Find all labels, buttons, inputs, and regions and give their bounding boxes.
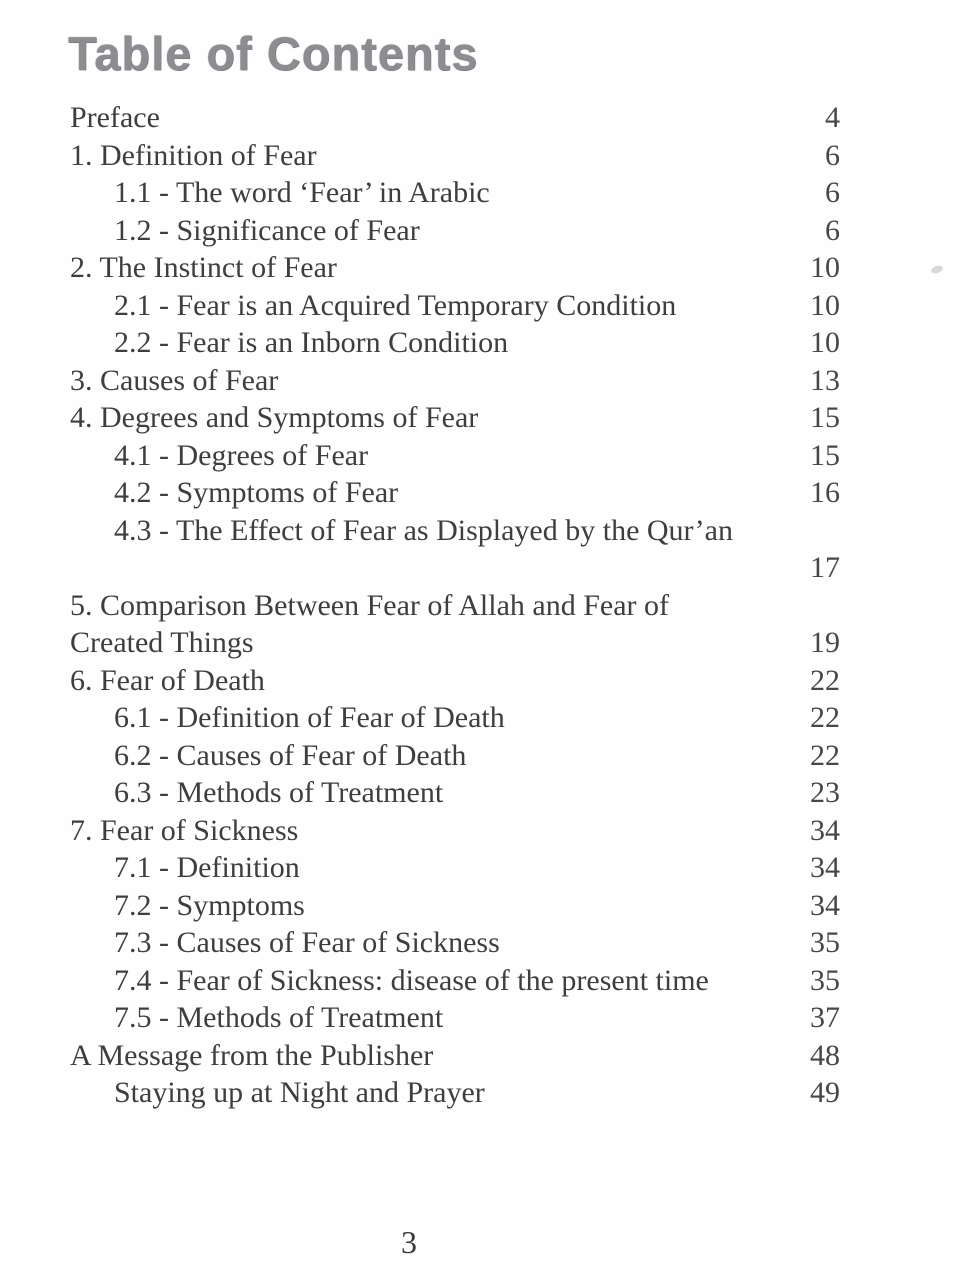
toc-entry-page: 22 bbox=[810, 663, 840, 697]
toc-entry-text: 2.2 - Fear is an Inborn Condition bbox=[114, 326, 509, 359]
toc-entry-page: 6 bbox=[825, 176, 840, 209]
toc-row bbox=[70, 662, 840, 700]
toc-row bbox=[70, 962, 840, 1000]
toc-entry-text: 6.3 - Methods of Treatment bbox=[114, 776, 444, 809]
toc-entry-text: 6. Fear of Death bbox=[70, 663, 265, 697]
toc-row bbox=[70, 699, 840, 737]
folio-page-number: 3 bbox=[401, 1224, 417, 1260]
toc-row bbox=[70, 924, 840, 962]
toc-row bbox=[70, 1037, 840, 1075]
toc-row bbox=[70, 774, 840, 812]
toc-entry-text: 4. Degrees and Symptoms of Fear bbox=[70, 401, 479, 434]
toc-row bbox=[70, 512, 840, 550]
toc-entry-text: 7.1 - Definition bbox=[114, 851, 300, 884]
toc-row bbox=[70, 399, 840, 437]
toc-entry-page: 22 bbox=[810, 738, 840, 772]
toc-row bbox=[70, 99, 840, 137]
toc-entry-text: 2. The Instinct of Fear bbox=[70, 251, 337, 284]
toc-list bbox=[70, 99, 840, 1112]
toc-entry-text: 5. Comparison Between Fear of Allah and Fear of bbox=[70, 588, 670, 622]
toc-entry-page: 6 bbox=[825, 138, 840, 172]
toc-row bbox=[70, 474, 840, 512]
toc-entry-page: 34 bbox=[810, 851, 840, 884]
page-title: Table of Contents bbox=[68, 27, 479, 80]
scan-speck bbox=[930, 264, 944, 274]
toc-row bbox=[70, 887, 840, 925]
toc-entry-text: 4.2 - Symptoms of Fear bbox=[114, 476, 399, 509]
toc-entry-text: 4.1 - Degrees of Fear bbox=[114, 438, 369, 472]
toc-entry-text: 7. Fear of Sickness bbox=[70, 813, 299, 847]
toc-row bbox=[70, 737, 840, 775]
toc-entry-text: Staying up at Night and Prayer bbox=[114, 1076, 485, 1109]
toc-row bbox=[70, 249, 840, 287]
toc-entry-text: 6.2 - Causes of Fear of Death bbox=[114, 738, 467, 772]
toc-entry-text: 7.5 - Methods of Treatment bbox=[114, 1001, 444, 1034]
toc-entry-text: A Message from the Publisher bbox=[70, 1038, 434, 1072]
toc-entry-page: 10 bbox=[810, 288, 840, 322]
toc-entry-text: 1.1 - The word ‘Fear’ in Arabic bbox=[114, 176, 490, 209]
toc-entry-text: Preface bbox=[70, 101, 160, 134]
toc-entry-page: 37 bbox=[810, 1001, 840, 1034]
toc-entry-text: 7.2 - Symptoms bbox=[114, 888, 305, 922]
toc-entry-text: 7.3 - Causes of Fear of Sickness bbox=[114, 926, 500, 959]
toc-row bbox=[70, 324, 840, 362]
toc-entry-page: 17 bbox=[810, 551, 840, 584]
toc-row bbox=[70, 849, 840, 887]
toc-row bbox=[70, 437, 840, 475]
toc-entry-text: Created Things bbox=[70, 626, 254, 659]
toc-entry-page: 35 bbox=[810, 926, 840, 959]
toc-entry-text: 6.1 - Definition of Fear of Death bbox=[114, 701, 505, 734]
toc-row bbox=[70, 812, 840, 850]
page-footer bbox=[0, 1224, 818, 1261]
toc-entry-page: 13 bbox=[810, 363, 840, 397]
toc-entry-text: 2.1 - Fear is an Acquired Temporary Condition bbox=[114, 288, 677, 322]
toc-entry-page: 35 bbox=[810, 963, 840, 997]
toc-entry-page: 6 bbox=[825, 213, 840, 247]
toc-entry-text: 1. Definition of Fear bbox=[70, 138, 317, 172]
toc-entry-page: 10 bbox=[810, 251, 840, 284]
toc-entry-page: 4 bbox=[825, 101, 840, 134]
toc-entry-text: 4.3 - The Effect of Fear as Displayed by the Qur’an bbox=[114, 513, 733, 547]
toc-row bbox=[70, 137, 840, 175]
toc-entry-text: 1.2 - Significance of Fear bbox=[114, 213, 420, 247]
toc-entry-page: 34 bbox=[810, 813, 840, 847]
toc-entry-page: 48 bbox=[810, 1038, 840, 1072]
toc-entry-text: 7.4 - Fear of Sickness: disease of the present time bbox=[114, 963, 709, 997]
toc-row bbox=[70, 587, 840, 625]
toc-row bbox=[70, 624, 840, 662]
toc-entry-page: 15 bbox=[810, 401, 840, 434]
toc-entry-page: 19 bbox=[810, 626, 840, 659]
toc-entry-page: 34 bbox=[810, 888, 840, 922]
toc-entry-page: 15 bbox=[810, 438, 840, 472]
toc-row bbox=[70, 1074, 840, 1112]
toc-row bbox=[70, 212, 840, 250]
toc-entry-page: 49 bbox=[810, 1076, 840, 1109]
toc-entry-page: 23 bbox=[810, 776, 840, 809]
toc-entry-page: 16 bbox=[810, 476, 840, 509]
toc-row bbox=[70, 287, 840, 325]
toc-entry-text: 3. Causes of Fear bbox=[70, 363, 279, 397]
toc-row bbox=[70, 549, 840, 587]
toc-entry-page: 10 bbox=[810, 326, 840, 359]
toc-row bbox=[70, 174, 840, 212]
toc-entry-page: 22 bbox=[810, 701, 840, 734]
toc-row bbox=[70, 362, 840, 400]
toc-row bbox=[70, 999, 840, 1037]
